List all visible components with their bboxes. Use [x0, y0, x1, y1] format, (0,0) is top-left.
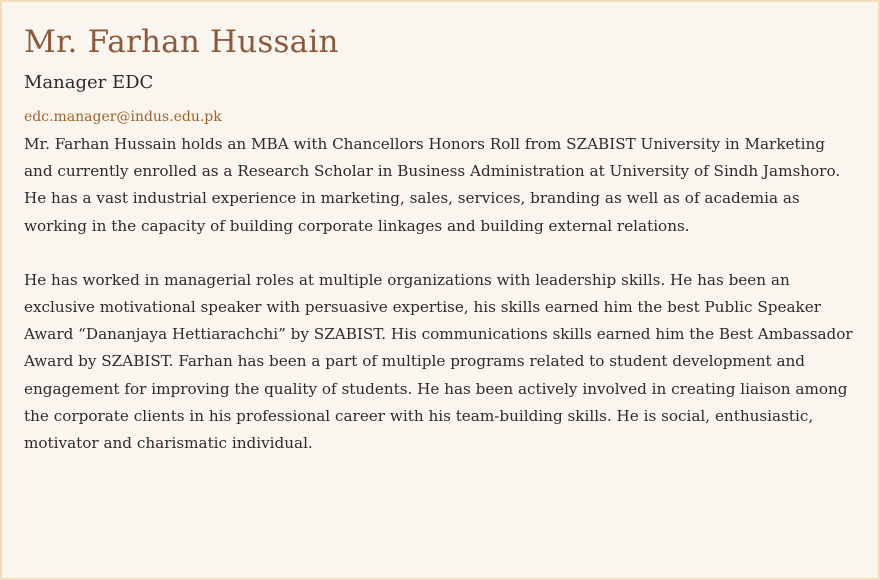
profile-bio	[24, 131, 854, 457]
profile-content	[2, 2, 878, 457]
profile-name: Mr. Farhan Hussain	[24, 24, 339, 60]
profile-email-link[interactable]: edc.manager@indus.edu.pk	[24, 109, 222, 125]
profile-title: Manager EDC	[24, 72, 154, 93]
bio-paragraph-1: Mr. Farhan Hussain holds an MBA with Chancellors Honors Roll from SZABIST University in Marketing and currently enrolled as a Research Scholar in Business Administration at University of Sindh Jamshoro. He has a vast industrial experience in marketing, sales, services, branding as well as of academia as working in the capacity of building corporate linkages and building external relations.	[24, 135, 841, 235]
bio-paragraph-2: He has worked in managerial roles at multiple organizations with leadership skills. He has been an exclusive motivational speaker with persuasive expertise, his skills earned him the best Public Speaker Award “Dananjaya Hettiarachchi” by SZABIST. His communications skills earned him the Best Ambassador Award by SZABIST. Farhan has been a part of multiple programs related to student development and engagement for improving the quality of students. He has been actively involved in creating liaison among the corporate clients in his professional career with his team-building skills. He is social, enthusiastic, motivator and charismatic individual.	[24, 270, 853, 453]
